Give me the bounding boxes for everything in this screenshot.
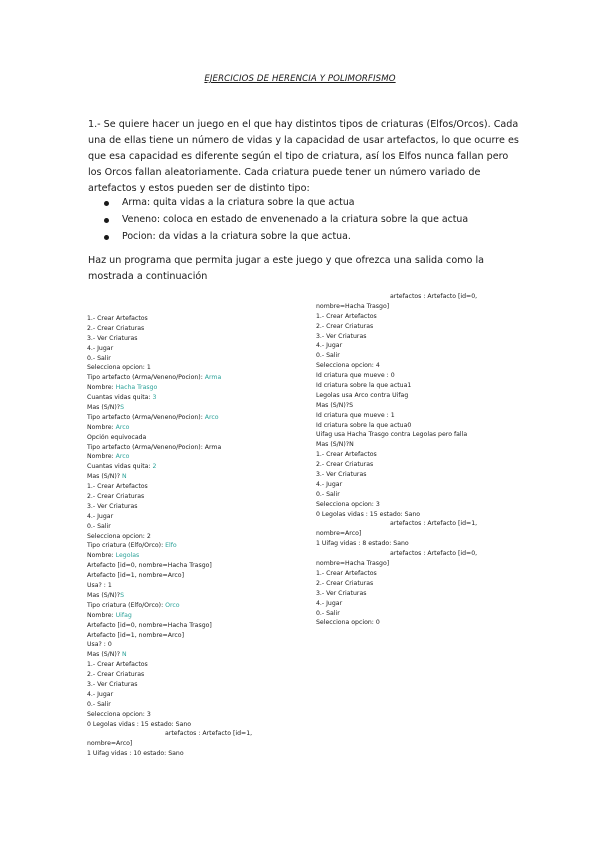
console-line: 1.- Crear Artefactos bbox=[87, 315, 148, 322]
console-line: Selecciona opcion: 2 bbox=[87, 532, 151, 540]
list-item: Pocion: da vidas a la criatura sobre la que actua. bbox=[88, 229, 508, 246]
user-input-text: Legolas bbox=[115, 552, 140, 560]
console-line: 3.- Ver Criaturas bbox=[316, 471, 367, 479]
user-input-text: Arco bbox=[204, 413, 219, 421]
console-line: Selecciona opcion: 3 bbox=[87, 710, 151, 718]
console-line: 1 Uifag vidas : 8 estado: Sano bbox=[316, 540, 409, 548]
console-line: 4.- Jugar bbox=[87, 344, 114, 352]
console-line: 1 Uifag vidas : 10 estado: Sano bbox=[87, 750, 184, 758]
console-line: Tipo criatura (Elfo/Orco): Elfo bbox=[87, 542, 177, 550]
console-line: Nombre: Uifag bbox=[87, 611, 132, 619]
console-line: Selecciona opcion: 1 bbox=[87, 364, 151, 372]
console-line: nombre=Hacha Trasgo] bbox=[316, 302, 390, 310]
console-line: Usa? : 0 bbox=[87, 641, 112, 649]
console-line: 3.- Ver Criaturas bbox=[87, 680, 138, 688]
console-line: Nombre: Hacha Trasgo bbox=[87, 384, 158, 392]
console-line: Artefacto [id=1, nombre=Arco] bbox=[87, 572, 184, 580]
console-line: Opción equivocada bbox=[87, 433, 147, 441]
console-line: Selecciona opcion: 4 bbox=[316, 362, 380, 370]
console-line: Tipo artefacto (Arma/Veneno/Pocion): Arma bbox=[87, 374, 222, 382]
user-input-text: S bbox=[120, 404, 125, 412]
console-line: Id criatura sobre la que actua0 bbox=[316, 421, 412, 429]
console-line: 0.- Salir bbox=[87, 354, 111, 362]
console-line: Nombre: Arco bbox=[87, 453, 130, 461]
exercise-intro: 1.- Se quiere hacer un juego en el que hay distintos tipos de criaturas (Elfos/Orcos). Cada una de ellas tiene un número de vidas y la capacidad de usar artefactos, lo que ocurre es que esa capacidad es diferente según el tipo de criatura, así los Elfos nunca fallan pero los Orcos fallan aleatoriamente. Cada criatura puede tener un número variado de artefactos y estos pueden ser de distinto tipo: bbox=[88, 119, 519, 194]
console-line: Mas (S/N)?N bbox=[316, 441, 354, 449]
console-line: 2.- Crear Criaturas bbox=[87, 324, 145, 332]
user-input-text: Uifag bbox=[115, 611, 132, 619]
console-line: Tipo artefacto (Arma/Veneno/Pocion): Arma bbox=[87, 443, 222, 451]
console-line: Mas (S/N)? N bbox=[87, 473, 127, 481]
console-line: 4.- Jugar bbox=[316, 342, 343, 350]
console-line: 1.- Crear Artefactos bbox=[87, 661, 148, 669]
console-line: nombre=Arco] bbox=[87, 740, 133, 748]
console-line: Selecciona opcion: 0 bbox=[316, 619, 380, 627]
console-line: artefactos : Artefacto [id=0, bbox=[390, 293, 478, 300]
user-input-text: S bbox=[120, 591, 125, 599]
console-output-right bbox=[316, 292, 477, 628]
console-line: Selecciona opcion: 3 bbox=[316, 500, 380, 508]
user-input-text: N bbox=[122, 473, 127, 481]
console-line: artefactos : Artefacto [id=1, bbox=[165, 730, 253, 738]
artifact-type-list bbox=[88, 195, 508, 245]
console-line: Mas (S/N)?S bbox=[316, 401, 354, 409]
console-line: Tipo artefacto (Arma/Veneno/Pocion): Arco bbox=[87, 413, 219, 421]
console-line: 0.- Salir bbox=[87, 700, 111, 708]
console-line: Uifag usa Hacha Trasgo contra Legolas pero falla bbox=[316, 431, 468, 439]
console-line: Id criatura que mueve : 1 bbox=[316, 411, 395, 419]
console-line: Artefacto [id=0, nombre=Hacha Trasgo] bbox=[87, 562, 212, 570]
console-line: 2.- Crear Criaturas bbox=[316, 322, 374, 330]
console-line: 1.- Crear Artefactos bbox=[316, 569, 377, 577]
console-line: 4.- Jugar bbox=[87, 512, 114, 520]
bullet-icon bbox=[104, 201, 109, 206]
console-line: Usa? : 1 bbox=[87, 582, 112, 590]
console-line: 3.- Ver Criaturas bbox=[316, 332, 367, 340]
bullet-icon bbox=[104, 218, 109, 223]
console-line: 0 Legolas vidas : 15 estado: Sano bbox=[316, 510, 421, 518]
console-line: Mas (S/N)?S bbox=[87, 404, 125, 412]
user-input-text: 3 bbox=[152, 394, 157, 402]
console-line: 4.- Jugar bbox=[87, 690, 114, 698]
list-item: Arma: quita vidas a la criatura sobre la que actua bbox=[88, 195, 508, 212]
console-line: 1.- Crear Artefactos bbox=[316, 451, 377, 459]
console-line: Mas (S/N)?S bbox=[87, 591, 125, 599]
console-line: artefactos : Artefacto [id=1, bbox=[390, 520, 478, 528]
console-line: nombre=Hacha Trasgo] bbox=[316, 560, 390, 568]
console-line: 3.- Ver Criaturas bbox=[316, 589, 367, 597]
console-line: 1.- Crear Artefactos bbox=[87, 483, 148, 491]
console-line: Nombre: Arco bbox=[87, 423, 130, 431]
console-line: 3.- Ver Criaturas bbox=[87, 334, 138, 342]
exercise-closing: Haz un programa que permita jugar a este juego y que ofrezca una salida como la mostrada a continuación bbox=[88, 255, 485, 282]
user-input-text: 2 bbox=[152, 463, 157, 471]
console-line: Cuantas vidas quita: 3 bbox=[87, 394, 157, 402]
list-item: Veneno: coloca en estado de envenenado a la criatura sobre la que actua bbox=[88, 212, 508, 229]
console-line: 4.- Jugar bbox=[316, 599, 343, 607]
console-line: 0 Legolas vidas : 15 estado: Sano bbox=[87, 720, 192, 728]
console-line: 2.- Crear Criaturas bbox=[316, 579, 374, 587]
console-line: 0.- Salir bbox=[87, 522, 111, 530]
user-input-text: Arco bbox=[115, 423, 130, 431]
bullet-icon bbox=[104, 235, 109, 240]
console-line: Id criatura que mueve : 0 bbox=[316, 372, 395, 380]
user-input-text: Hacha Trasgo bbox=[115, 384, 158, 392]
console-line: Mas (S/N)? N bbox=[87, 651, 127, 659]
console-line: Legolas usa Arco contra Uifag bbox=[316, 391, 409, 399]
console-line: Artefacto [id=1, nombre=Arco] bbox=[87, 631, 184, 639]
console-output-left bbox=[87, 314, 252, 759]
console-line: 3.- Ver Criaturas bbox=[87, 502, 138, 510]
console-line: Cuantas vidas quita: 2 bbox=[87, 463, 157, 471]
user-input-text: N bbox=[122, 651, 127, 659]
console-line: Nombre: Legolas bbox=[87, 552, 140, 560]
console-line: 0.- Salir bbox=[316, 352, 340, 360]
console-line: 2.- Crear Criaturas bbox=[87, 671, 145, 679]
console-line: Id criatura sobre la que actua1 bbox=[316, 382, 412, 390]
console-line: artefactos : Artefacto [id=0, bbox=[390, 550, 478, 558]
console-line: 2.- Crear Criaturas bbox=[87, 493, 145, 501]
console-line: nombre=Arco] bbox=[316, 530, 362, 538]
user-input-text: Arma bbox=[204, 374, 222, 382]
user-input-text: Arco bbox=[115, 453, 130, 461]
console-line: 4.- Jugar bbox=[316, 480, 343, 488]
page-title: EJERCICIOS DE HERENCIA Y POLIMORFISMO bbox=[204, 74, 396, 84]
console-line: Tipo criatura (Elfo/Orco): Orco bbox=[87, 601, 180, 609]
console-line: 2.- Crear Criaturas bbox=[316, 461, 374, 469]
user-input-text: Orco bbox=[165, 601, 180, 609]
console-line: 1.- Crear Artefactos bbox=[316, 312, 377, 320]
console-line: 0.- Salir bbox=[316, 609, 340, 617]
console-line: Artefacto [id=0, nombre=Hacha Trasgo] bbox=[87, 621, 212, 629]
console-line: 0.- Salir bbox=[316, 490, 340, 498]
user-input-text: Elfo bbox=[165, 542, 177, 550]
